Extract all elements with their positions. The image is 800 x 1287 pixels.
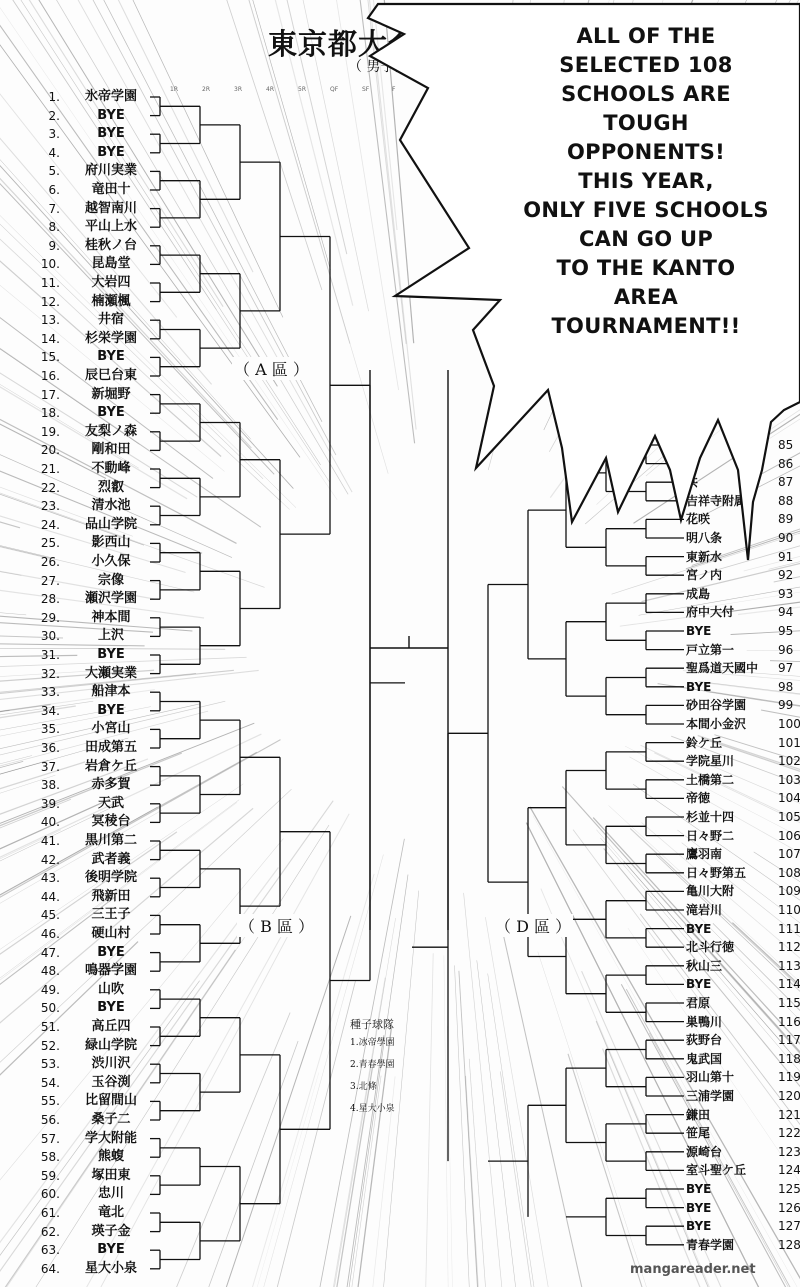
entry-number: 24. [40, 517, 60, 532]
entry-number: 109 [778, 884, 800, 899]
caption-line: TO THE KANTO [556, 256, 736, 280]
caption-line: TOUGH [603, 111, 689, 135]
entry-number: 57. [40, 1131, 60, 1146]
entry-number: 63. [40, 1243, 60, 1258]
entry-school-name: 剛和田 [91, 442, 131, 458]
entry-number: 62. [40, 1224, 60, 1239]
entry-school-name: 冥稜台 [91, 814, 131, 830]
entry-number: 25. [40, 536, 60, 551]
entry-school-name: 瑛子金 [91, 1223, 131, 1239]
entry-school-name: 神本間 [91, 609, 131, 625]
entry-number: 50. [40, 1001, 60, 1016]
entry-number: 112 [778, 940, 800, 955]
entry-number: 96 [778, 642, 794, 657]
entry-number: 48. [40, 964, 60, 979]
entry-school-name: BYE [686, 1200, 712, 1215]
entry-number: 98 [778, 679, 794, 694]
entry-number: 114 [778, 977, 800, 992]
entry-number: 46. [40, 927, 60, 941]
entry-number: 43. [40, 871, 60, 886]
entry-number: 20. [40, 443, 60, 458]
entry-number: 9. [48, 238, 60, 253]
entry-school-name: BYE [686, 921, 712, 936]
entry-school-name: 武者義 [91, 851, 131, 867]
entry-school-name: BYE [97, 702, 125, 718]
entry-number: 103 [778, 772, 800, 787]
entry-number: 105 [778, 810, 800, 824]
entry-school-name: 府中大付 [686, 605, 735, 620]
entry-number: 99 [778, 698, 794, 713]
entry-school-name: 本間小金沢 [686, 717, 747, 731]
entry-school-name: 成島 [686, 586, 711, 601]
entry-number: 16. [40, 369, 60, 383]
entry-school-name: 後明学院 [84, 870, 137, 886]
entry-number: 101 [778, 735, 800, 750]
entry-school-name: 清水池 [91, 498, 131, 514]
entry-school-name: 渋川沢 [91, 1056, 131, 1072]
entry-school-name: 鬼武国 [686, 1051, 723, 1066]
entry-school-name: 氷帝学園 [84, 89, 137, 104]
entry-number: 124 [778, 1163, 800, 1178]
entry-school-name: 鳴器学園 [84, 963, 137, 979]
entry-school-name: BYE [686, 679, 712, 694]
entry-number: 12. [40, 294, 60, 309]
page-title: 東京都大会 [268, 27, 419, 61]
entry-school-name: 秋山三 [686, 958, 723, 973]
caption-line: OPPONENTS! [566, 140, 725, 164]
entry-number: 30. [40, 629, 60, 644]
entry-school-name: 岩倉ケ丘 [84, 758, 137, 774]
entry-school-name: 船津本 [91, 684, 131, 700]
entry-number: 36. [40, 741, 60, 755]
entry-number: 41. [40, 834, 60, 848]
entry-school-name: 羽山第十 [686, 1070, 735, 1085]
page-subtitle: （ [348, 59, 362, 75]
entry-number: 7. [48, 201, 60, 216]
entry-number: 104 [778, 791, 800, 806]
seed-item: 4.星大小泉 [350, 1104, 395, 1114]
entry-number: 95 [778, 624, 794, 638]
entry-school-name: BYE [97, 944, 125, 960]
round-label: 1R [170, 86, 178, 93]
entry-school-name: 日々野二 [686, 828, 735, 843]
entry-school-name: 緑山学院 [84, 1037, 137, 1053]
entry-school-name: 品山学院 [84, 516, 137, 532]
entry-number: 107 [778, 847, 800, 862]
caption-text [496, 22, 796, 341]
entry-school-name: 小宮山 [91, 721, 131, 737]
entry-school-name: 杉栄学園 [84, 330, 137, 346]
entry-number: 13. [40, 313, 60, 328]
entry-number: 64. [40, 1261, 60, 1276]
entry-number: 93 [778, 586, 794, 601]
site-watermark: mangareader.net [630, 1262, 756, 1277]
entry-school-name: 黒川第二 [84, 833, 137, 848]
entry-number: 52. [40, 1038, 60, 1053]
entry-school-name: BYE [97, 126, 125, 142]
entry-number: 117 [778, 1033, 800, 1048]
entry-number: 14. [40, 331, 60, 346]
entry-number: 61. [40, 1206, 60, 1220]
entry-school-name: 天武 [97, 795, 124, 811]
entry-school-name: 玉谷渕 [91, 1074, 131, 1090]
entry-number: 108 [778, 865, 800, 880]
entry-school-name: 井宿 [97, 312, 124, 328]
entry-school-name: BYE [97, 144, 125, 160]
entry-number: 86 [778, 456, 794, 471]
entry-school-name: 青春学園 [686, 1237, 735, 1252]
entry-number: 45. [40, 908, 60, 923]
entry-school-name: 熊蝮 [97, 1149, 124, 1165]
entry-number: 111 [778, 921, 800, 936]
entry-school-name: 山吹 [97, 981, 124, 997]
entry-number: 33. [40, 685, 60, 700]
entry-number: 32. [40, 666, 60, 681]
caption-line: SCHOOLS ARE [561, 82, 731, 106]
entry-number: 106 [778, 828, 800, 843]
entry-school-name: 上沢 [97, 628, 124, 644]
entry-number: 42. [40, 852, 60, 867]
entry-school-name: 烈叡 [97, 479, 124, 495]
entry-number: 91 [778, 549, 794, 564]
entry-number: 1. [48, 90, 60, 104]
entry-school-name: BYE [97, 349, 125, 365]
entry-number: 34. [40, 703, 60, 718]
entry-number: 115 [778, 996, 800, 1010]
entry-school-name: 鷹羽南 [686, 847, 723, 862]
entry-number: 17. [40, 387, 60, 402]
entry-number: 122 [778, 1126, 800, 1141]
caption-line: CAN GO UP [578, 227, 714, 251]
entry-number: 90 [778, 531, 794, 545]
round-label: 3R [234, 86, 242, 93]
entry-number: 121 [778, 1107, 800, 1122]
caption-line: SELECTED 108 [559, 53, 733, 77]
entry-school-name: 三浦学園 [686, 1089, 735, 1103]
entry-number: 37. [40, 759, 60, 774]
entry-school-name: 瀬沢学園 [84, 591, 137, 607]
entry-number: 47. [40, 945, 60, 960]
entry-school-name: 田成第五 [84, 740, 137, 755]
entry-number: 125 [778, 1182, 800, 1196]
entry-number: 56. [40, 1113, 60, 1127]
entry-school-name: 亀川大附 [686, 884, 735, 899]
entry-school-name: 巣鴨川 [686, 1014, 723, 1029]
entry-number: 127 [778, 1219, 800, 1234]
entry-number: 3. [48, 127, 60, 142]
entry-number: 110 [778, 903, 800, 917]
entry-number: 113 [778, 958, 800, 973]
entry-school-name: 辰巳台東 [84, 368, 137, 383]
entry-number: 2. [48, 108, 60, 123]
entry-school-name: 影西山 [91, 535, 131, 551]
entry-number: 88 [778, 493, 794, 508]
entry-school-name: 花咲 [686, 512, 711, 527]
entry-school-name: 飛新田 [91, 888, 131, 904]
entry-number: 120 [778, 1089, 800, 1103]
entry-number: 118 [778, 1051, 800, 1066]
entry-school-name: 室斗聖ケ丘 [686, 1163, 747, 1178]
entry-number: 31. [40, 648, 60, 662]
entry-school-name: 明八条 [686, 531, 723, 545]
entry-school-name: 吉祥寺附属 [686, 493, 747, 508]
entry-school-name: 学院星川 [686, 754, 735, 769]
entry-number: 126 [778, 1200, 800, 1215]
entry-number: 60. [40, 1187, 60, 1202]
entry-number: 59. [40, 1168, 60, 1183]
entry-school-name: 三王子 [91, 907, 131, 923]
entry-number: 5. [48, 164, 60, 179]
entry-school-name: 友梨ノ森 [84, 423, 137, 439]
entry-school-name: 笹尾 [686, 1126, 711, 1141]
entry-school-name: 聖爲道天國中 [686, 661, 759, 676]
entry-number: 21. [40, 462, 60, 476]
entry-school-name: 桑子二 [91, 1112, 131, 1127]
entry-school-name: 大岩四 [91, 275, 131, 290]
entry-number: 128 [778, 1237, 800, 1252]
entry-school-name: 土橋第二 [686, 772, 735, 787]
round-label: 4R [266, 86, 274, 93]
entry-school-name: 竜田十 [91, 182, 131, 197]
entry-school-name: 鈴ケ丘 [686, 735, 723, 750]
entry-school-name: 昆島堂 [91, 256, 131, 272]
entry-number: 10. [40, 257, 60, 272]
entry-school-name: BYE [97, 405, 125, 421]
section-label-a: （ A 區 ） [232, 357, 311, 380]
entry-number: 8. [48, 220, 60, 235]
entry-school-name: 星大小泉 [84, 1260, 137, 1276]
entry-number: 54. [40, 1075, 60, 1090]
entry-school-name: BYE [686, 1219, 712, 1234]
entry-number: 55. [40, 1094, 60, 1109]
entry-number: 123 [778, 1144, 800, 1159]
round-label: 2R [202, 86, 210, 93]
entry-school-name: 硬山村 [91, 926, 131, 941]
entry-school-name: BYE [686, 977, 712, 992]
entry-school-name: 戸立第一 [686, 642, 735, 657]
entry-school-name: BYE [97, 1242, 125, 1258]
entry-number: 26. [40, 555, 60, 569]
entry-number: 19. [40, 424, 60, 439]
entry-number: 119 [778, 1070, 800, 1085]
entry-number: 28. [40, 592, 60, 607]
entry-school-name: 杉並十四 [686, 810, 735, 824]
entry-number: 87 [778, 475, 794, 490]
entry-number: 51. [40, 1020, 60, 1034]
entry-number: 102 [778, 754, 800, 769]
caption-line: TOURNAMENT!! [551, 314, 741, 338]
entry-number: 40. [40, 815, 60, 830]
caption-line: ALL OF THE [576, 24, 716, 48]
round-label: F [392, 86, 396, 93]
entry-number: 29. [40, 610, 60, 625]
entry-school-name: 塚田東 [91, 1167, 131, 1183]
entry-school-name: 赤多賀 [91, 777, 131, 793]
entry-school-name: 新堀野 [91, 386, 131, 402]
entry-school-name: 日々野第五 [686, 865, 747, 880]
entry-school-name: 府川実業 [84, 163, 137, 179]
entry-school-name: BYE [97, 1000, 125, 1016]
entry-number: 38. [40, 778, 60, 793]
caption-line: ONLY FIVE SCHOOLS [523, 198, 769, 222]
entry-number: 44. [40, 889, 60, 904]
section-label-d: （ D 區 ） [493, 914, 573, 937]
entry-number: 85 [778, 438, 794, 452]
entry-school-name: 学大附能 [84, 1130, 137, 1146]
entry-school-name: 不動峰 [91, 461, 131, 476]
entry-school-name: 桂秋ノ台 [84, 237, 137, 253]
entry-number: 22. [40, 480, 60, 495]
seed-item: 2.青春學園 [350, 1060, 395, 1070]
entry-number: 15. [40, 350, 60, 365]
entry-school-name: 比留間山 [84, 1093, 137, 1109]
seed-item: 3.北條 [350, 1082, 377, 1092]
entry-number: 39. [40, 796, 60, 811]
entry-school-name: 竜北 [97, 1205, 124, 1220]
entry-school-name: 小久保 [91, 554, 131, 569]
entry-school-name: 東新水 [686, 549, 723, 564]
entry-number: 97 [778, 661, 794, 676]
entry-school-name: 君原 [686, 996, 711, 1010]
entry-school-name: BYE [97, 647, 125, 662]
entry-school-name: 滝岩川 [686, 903, 723, 917]
entry-number: 89 [778, 512, 794, 527]
entry-school-name: 楠瀬楓 [91, 293, 131, 309]
seed-item: 1.冰帝學園 [350, 1038, 395, 1048]
entry-number: 116 [778, 1014, 800, 1029]
section-label-b: （ B 區 ） [237, 914, 316, 937]
entry-school-name: 平山上水 [84, 219, 137, 235]
entry-number: 94 [778, 605, 794, 620]
entry-school-name: 荻野台 [686, 1033, 723, 1048]
entry-school-name: 宮ノ内 [686, 568, 723, 583]
caption-line: THIS YEAR, [578, 169, 714, 193]
entry-school-name: 越智南川 [84, 200, 137, 216]
entry-school-name: 大瀬実業 [84, 665, 137, 681]
entry-number: 11. [40, 276, 60, 290]
entry-school-name: BYE [686, 1182, 712, 1196]
caption-line: AREA [613, 285, 679, 309]
entry-school-name: 宗像 [97, 572, 124, 588]
entry-school-name: 帝徳 [686, 791, 711, 806]
entry-number: 27. [40, 573, 60, 588]
entry-school-name: 鎌田 [686, 1107, 711, 1122]
round-label: QF [330, 86, 339, 93]
entry-number: 18. [40, 406, 60, 421]
entry-number: 49. [40, 982, 60, 997]
seed-legend-title: 種子球隊 [350, 1018, 394, 1031]
entry-school-name: 忠川 [97, 1186, 124, 1202]
entry-number: 58. [40, 1150, 60, 1165]
entry-school-name: BYE [97, 107, 125, 123]
entry-school-name: 源崎台 [686, 1144, 723, 1159]
entry-number: 6. [48, 183, 60, 197]
entry-school-name: 砂田谷学園 [686, 698, 747, 713]
round-label: 5R [298, 86, 306, 93]
entry-school-name: BYE [686, 624, 712, 638]
entry-number: 53. [40, 1057, 60, 1072]
entry-school-name: 高丘四 [91, 1019, 131, 1034]
entry-number: 23. [40, 499, 60, 514]
entry-number: 35. [40, 722, 60, 737]
entry-number: 100 [778, 717, 800, 731]
entry-number: 4. [48, 145, 60, 160]
entry-number: 92 [778, 568, 794, 583]
round-label: SF [362, 86, 370, 93]
entry-school-name: 北斗行徳 [686, 940, 735, 955]
